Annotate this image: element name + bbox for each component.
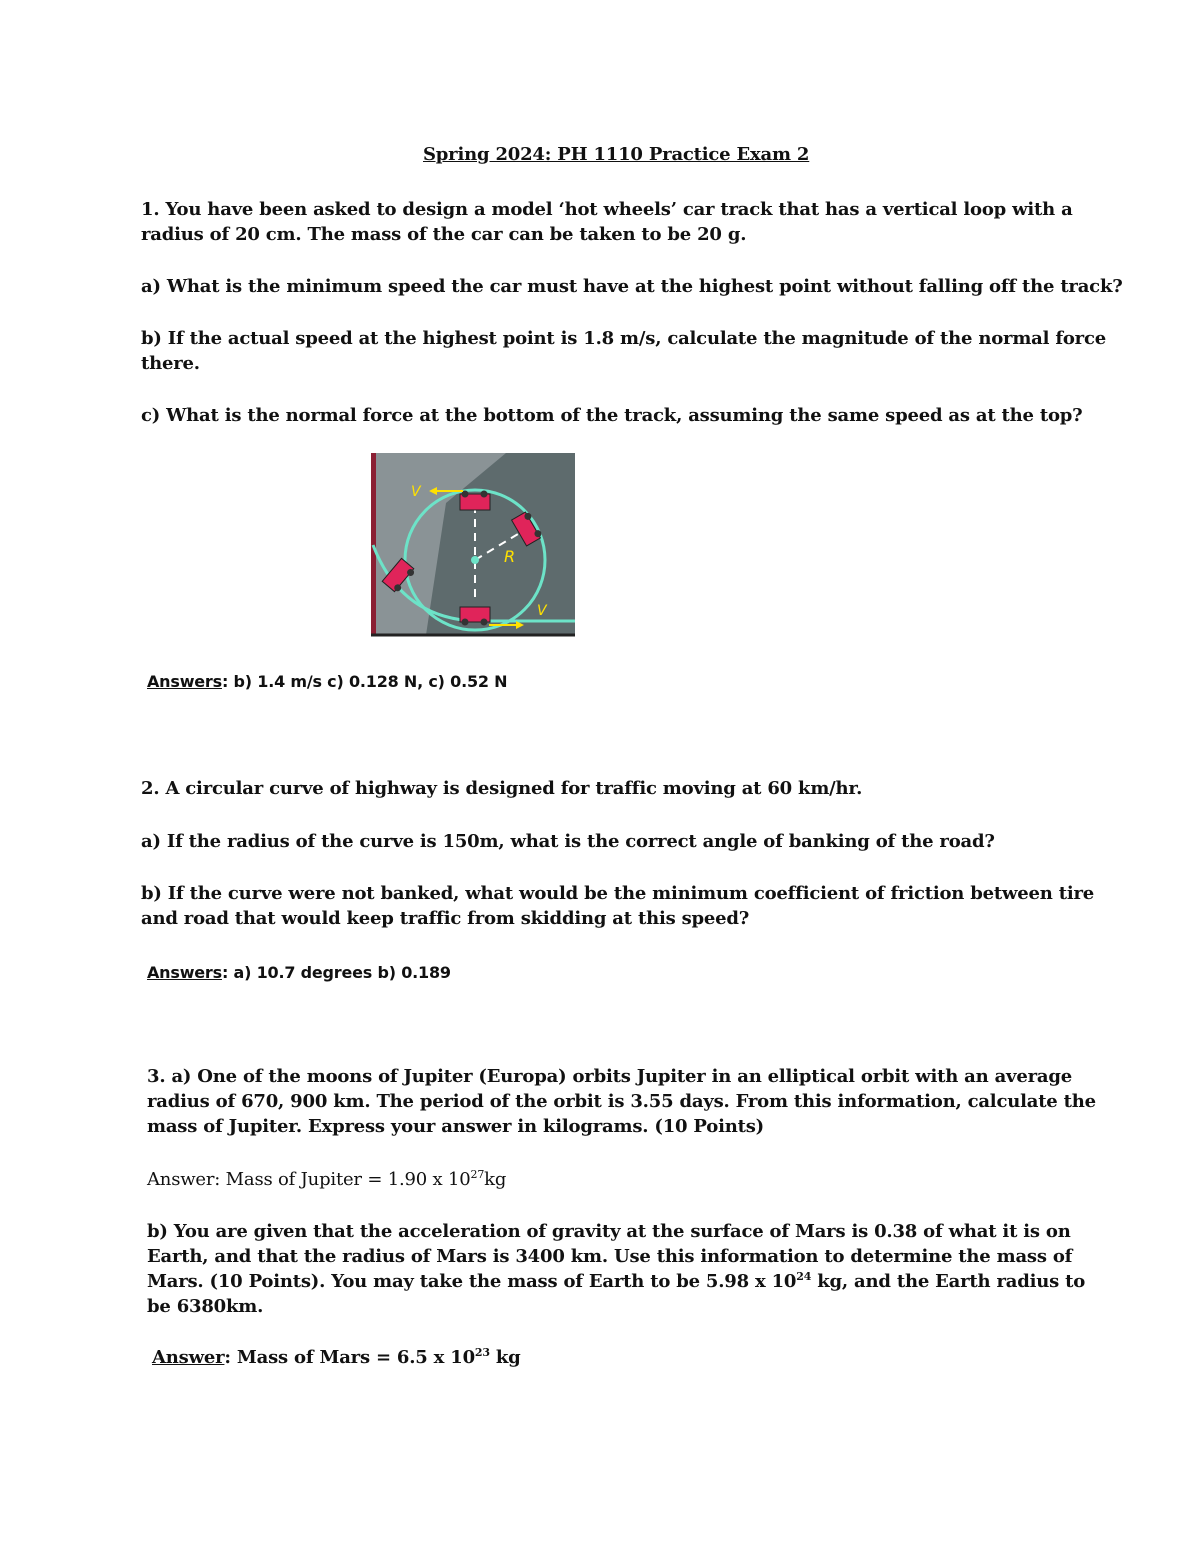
q1-text-line-2: radius of 20 cm. The mass of the car can be taken to be 20 g. <box>141 224 747 245</box>
velocity-label-bottom: V <box>537 603 547 619</box>
loop-diagram-svg <box>371 453 575 639</box>
q3-part-b-line-1: b) You are given that the acceleration of gravity at the surface of Mars is 0.38 of what it is on <box>147 1221 1071 1242</box>
radius-label: R <box>504 547 516 566</box>
q3-answer-b-unit: kg <box>489 1347 521 1368</box>
q3-answer-a-unit: kg <box>484 1169 507 1190</box>
q1-part-b-line-2: there. <box>141 353 200 374</box>
q3-part-b-line-3-text: Mars. (10 Points). You may take the mass of Earth to be 5.98 x 10 <box>147 1271 797 1292</box>
velocity-label-top: V <box>411 484 421 500</box>
q3-answer-b-label: Answer <box>152 1347 225 1368</box>
q3-answer-a-text: Answer: Mass of Jupiter = 1.90 x 10 <box>147 1169 471 1190</box>
q3-part-a-line-1: 3. a) One of the moons of Jupiter (Europa) orbits Jupiter in an elliptical orbit with an average <box>147 1066 1072 1087</box>
q3-answer-a <box>147 1168 506 1192</box>
q1-part-a: a) What is the minimum speed the car must have at the highest point without falling off the track? <box>141 276 1123 297</box>
q2-part-a: a) If the radius of the curve is 150m, what is the correct angle of banking of the road? <box>141 831 995 852</box>
q2-answers-label: Answers <box>147 963 222 982</box>
q3-part-b-line-4: be 6380km. <box>147 1296 264 1317</box>
page-title: Spring 2024: PH 1110 Practice Exam 2 <box>423 144 810 165</box>
q3-part-b-line-3 <box>147 1270 1085 1294</box>
loop-center-dot <box>471 556 479 564</box>
vertical-loop-diagram <box>371 453 575 639</box>
q3-part-b-line-3-exponent: 24 <box>796 1270 812 1283</box>
q1-answers <box>147 670 507 694</box>
car-top-wheel-right <box>481 491 488 498</box>
q1-part-c: c) What is the normal force at the bottom of the track, assuming the same speed as at the top? <box>141 405 1083 426</box>
q2-answers <box>147 961 451 985</box>
q3-answer-b-text: : Mass of Mars = 6.5 x 10 <box>224 1347 475 1368</box>
q2-part-b-line-2: and road that would keep traffic from skidding at this speed? <box>141 908 750 929</box>
q3-part-a-line-2: radius of 670, 900 km. The period of the orbit is 3.55 days. From this information, calculate the <box>147 1091 1096 1112</box>
q3-part-b-line-3-suffix: kg, and the Earth radius to <box>811 1271 1086 1292</box>
q3-answer-b-exponent: 23 <box>474 1346 490 1359</box>
q2-answers-values: : a) 10.7 degrees b) 0.189 <box>221 963 451 982</box>
q3-answer-b <box>152 1346 521 1370</box>
car-bottom-wheel-right <box>481 619 488 626</box>
q1-text-line-1: 1. You have been asked to design a model ‘hot wheels’ car track that has a vertical loop with a <box>141 199 1073 220</box>
q1-part-b-line-1: b) If the actual speed at the highest point is 1.8 m/s, calculate the magnitude of the normal force <box>141 328 1106 349</box>
q2-part-b-line-1: b) If the curve were not banked, what would be the minimum coefficient of friction between tire <box>141 883 1095 904</box>
q3-part-b-line-2: Earth, and that the radius of Mars is 3400 km. Use this information to determine the mass of <box>147 1246 1073 1267</box>
q1-answers-values: : b) 1.4 m/s c) 0.128 N, c) 0.52 N <box>221 672 508 691</box>
q1-answers-label: Answers <box>147 672 222 691</box>
q3-part-a-line-3: mass of Jupiter. Express your answer in kilograms. (10 Points) <box>147 1116 764 1137</box>
q3-answer-a-exponent: 27 <box>470 1168 485 1181</box>
car-bottom-wheel-left <box>462 619 469 626</box>
q2-text: 2. A circular curve of highway is designed for traffic moving at 60 km/hr. <box>141 778 863 799</box>
diagram-left-stripe <box>371 453 376 635</box>
